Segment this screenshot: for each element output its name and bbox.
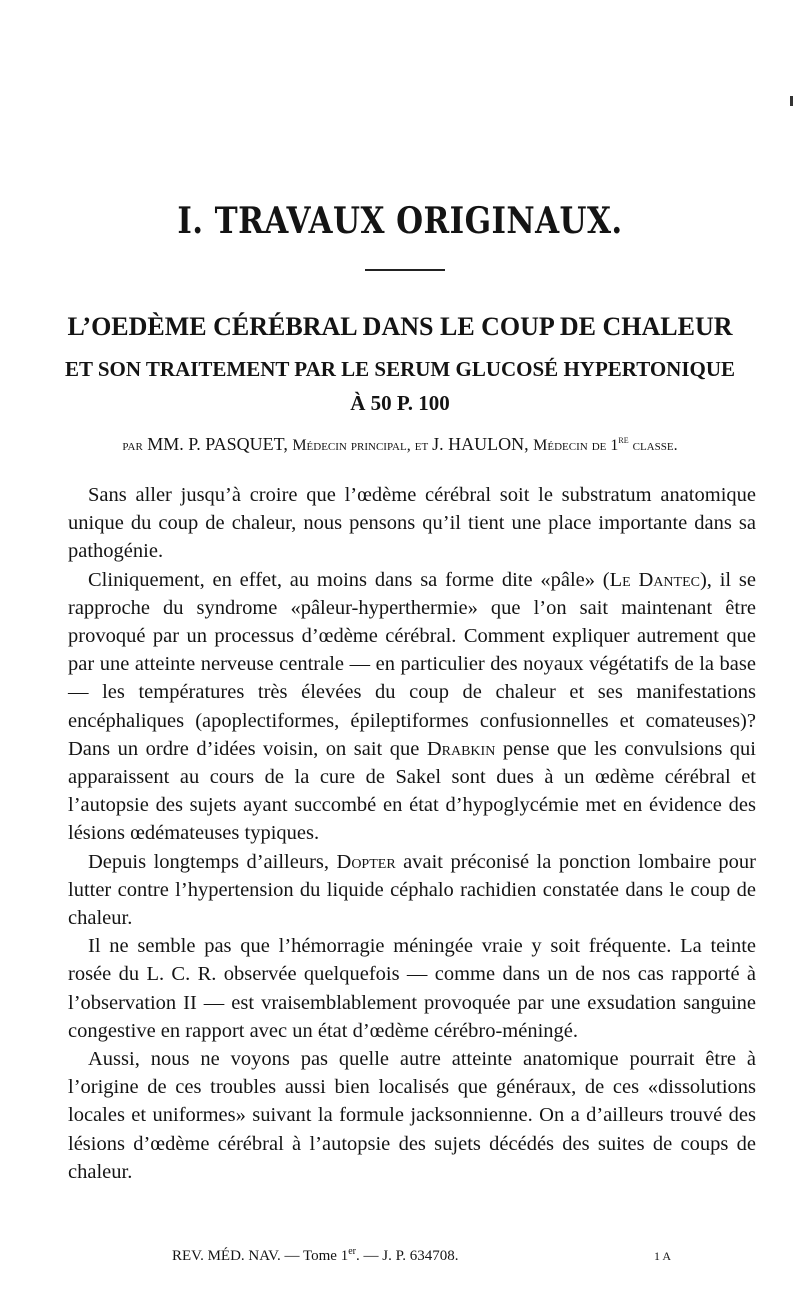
byline-authors: MM. P. PASQUET, [142,434,293,454]
paragraph-3 [68,848,756,933]
article-title-line-2: ET SON TRAITEMENT PAR LE SERUM GLUCOSÉ HYPERTONIQUE [64,357,736,381]
byline-et: et [410,437,433,454]
footer-ref-pre: REV. MÉD. NAV. — Tome 1 [172,1248,349,1264]
footer-ref-post: . — J. P. 634708. [355,1248,459,1264]
paragraph-2 [68,566,756,848]
byline-par: par [122,437,143,454]
citation-dopter: Dopter [336,850,396,873]
margin-mark [790,96,793,106]
paragraph-5: Aussi, nous ne voyons pas quelle autre atteinte anatomique pourrait être à l’origine de ces troubles aussi bien localisés que généraux, de ces «dissolutions locales et uniformes» suivant la formule jacksonnienne. On a d’ailleurs trouvé des lésions d’œdème cérébral à l’autopsie des sujets décédés des suites de coups de chaleur. [68,1048,756,1183]
byline-author-2: J. HAULON, [432,434,534,454]
footer-signature-mark: 1 A [654,1249,672,1263]
citation-drabkin: Drabkin [426,737,496,760]
byline-role-1: Médecin principal, [292,437,411,454]
article-body [68,481,756,1186]
article-title-line-1: L’OEDÈME CÉRÉBRAL DANS LE COUP DE CHALEUR [67,312,733,341]
byline-role-2: Médecin de 1 [533,437,619,454]
citation-le-dantec: Le Dantec [609,568,700,591]
byline-role-2-sup: re [618,434,629,446]
paragraph-2-part-b: ), il se rapproche du syndrome «pâleur-hyperthermie» que l’on sait maintenant être provoqué par un processus d’œdème cérébral. Comment expliquer autrement que par une atteinte nerveuse centrale — en particulier des noyaux végétatifs de la base — les températures très élevées du coup de chaleur et ses manifestations encéphaliques (apoplectiformes, épileptiformes confusionnelles et comateuses)? Dans un ordre d’idées voisin, on sait que [68,568,757,760]
paragraph-3-part-b: avait préconisé la ponction lombaire pour lutter contre l’hypertension du liquide céphalo rachidien constatée dans le coup de chaleur. [68,850,756,930]
byline-role-2-end: classe. [628,437,678,454]
article-title-line-3: À 50 P. 100 [350,391,450,415]
title-divider [365,269,445,271]
paragraph-2-part-a: Cliniquement, en effet, au moins dans sa forme dite «pâle» ( [88,568,610,591]
footer-journal-reference [172,1246,459,1265]
footer-ref-sup: er [348,1246,356,1257]
paragraph-2-part-c: pense que les convulsions qui apparaissent au cours de la cure de Sakel sont dues à un œdème cérébral et l’autopsie des sujets ayant succombé en état d’hypoglycémie met en évidence des lésions œdémateuses typiques. [68,737,756,845]
paragraph-3-part-a: Depuis longtemps d’ailleurs, [88,850,337,873]
byline [0,434,800,455]
section-title: I. TRAVAUX ORIGINAUX. [177,200,623,242]
paragraph-4: Il ne semble pas que l’hémorragie méningée vraie y soit fréquente. La teinte rosée du L. C. R. observée quelquefois — comme dans un de nos cas rapporté à l’observation II — est vraisemblablement provoquée par une exsudation sanguine congestive en rapport avec un état d’œdème cérébro-méningé. [68,935,756,1042]
paragraph-1: Sans aller jusqu’à croire que l’œdème cérébral soit le substratum anatomique unique du coup de chaleur, nous pensons qu’il tient une place importante dans sa pathogénie. [68,484,756,563]
